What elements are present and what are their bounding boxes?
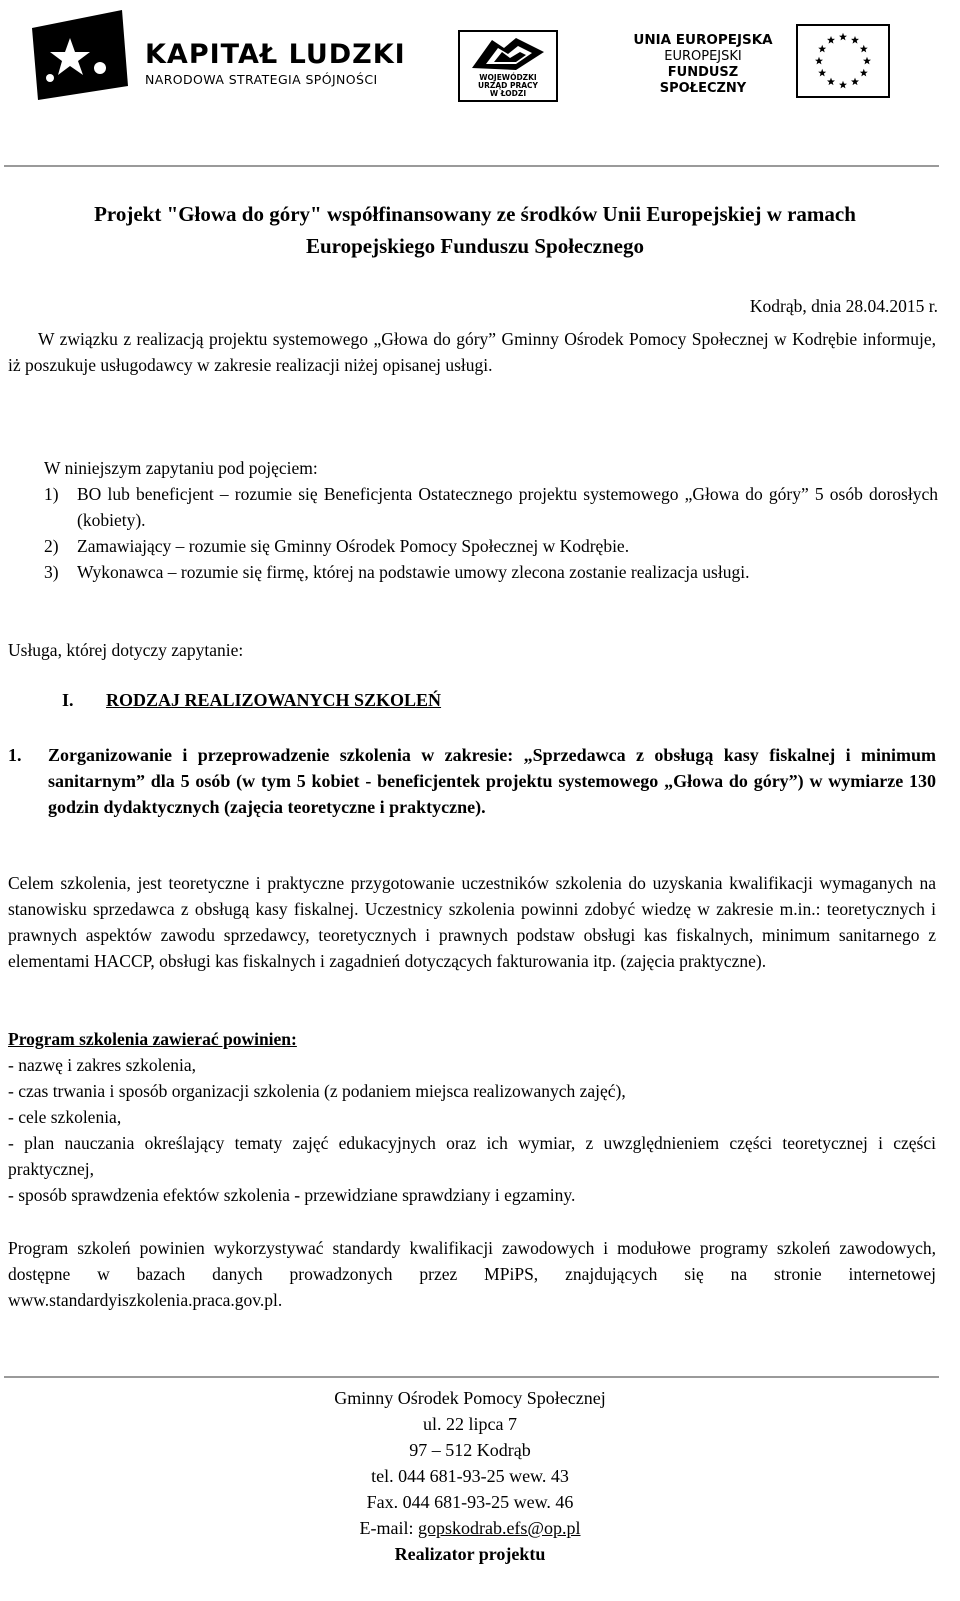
definition-item	[44, 559, 938, 585]
point-number: 1.	[8, 745, 22, 765]
program-item: - nazwę i zakres szkolenia,	[8, 1055, 197, 1075]
ue-text	[628, 32, 778, 97]
footer-fax: Fax. 044 681-93-25 wew. 46	[366, 1492, 574, 1512]
title-line1: Projekt "Głowa do góry" współfinansowany ze środków Unii Europejskiej w ramach	[94, 202, 856, 226]
kl-title: KAPITAŁ LUDZKI	[145, 39, 406, 70]
definition-text: BO lub beneficjent – rozumie się Beneficjenta Ostatecznego projektu systemowego „Głowa do góry” 5 osób dorosłych (kobiety).	[77, 484, 938, 530]
definition-item	[44, 533, 938, 559]
footer-email-label: E-mail:	[359, 1518, 418, 1538]
wup-line3: W ŁODZI	[489, 89, 527, 98]
kl-subtitle: NARODOWA STRATEGIA SPÓJNOŚCI	[145, 72, 378, 87]
definition-number: 3)	[44, 562, 59, 582]
kapital-ludzki-text	[145, 40, 406, 87]
footer-divider	[4, 1376, 939, 1378]
header-divider	[4, 165, 939, 167]
program-item: - cele szkolenia,	[8, 1107, 122, 1127]
service-heading: Usługa, której dotyczy zapytanie:	[8, 640, 244, 660]
kapital-ludzki-logo	[30, 8, 130, 102]
wup-arrow-icon	[468, 34, 548, 74]
eu-star-icon	[860, 45, 868, 53]
document-date: Kodrąb, dnia 28.04.2015 r.	[749, 296, 938, 316]
point-text: Zorganizowanie i przeprowadzenie szkolenia w zakresie: „Sprzedawca z obsługą kasy fiskalnej i minimum sanitarnym” dla 5 osób (w tym 5 kobiet - beneficjentek projektu systemowego „Głowa do góry”) w wymiarze 130 godzin dydaktycznych (zajęcia teoretyczne i praktyczne).	[48, 745, 936, 817]
section-number: I.	[62, 690, 74, 710]
eu-flag-icon	[796, 24, 890, 98]
wup-line2: URZĄD PRACY	[478, 81, 538, 90]
definition-text: Wykonawca – rozumie się firmę, której na podstawie umowy zlecona zostanie realizacja usługi.	[77, 562, 750, 582]
ue-line3: FUNDUSZ SPOŁECZNY	[659, 65, 747, 96]
eu-star-icon	[851, 78, 859, 86]
footer-street: ul. 22 lipca 7	[423, 1414, 517, 1434]
program-item: - sposób sprawdzenia efektów szkolenia - przewidziane sprawdziany i egzaminy.	[8, 1185, 576, 1205]
intro-paragraph: W związku z realizacją projektu systemowego „Głowa do góry” Gminny Ośrodek Pomocy Społecznej w Kodrębie informuje, iż poszukuje usługodawcy w zakresie realizacji niżej opisanej usługi.	[8, 329, 936, 375]
point-1	[8, 742, 936, 820]
eu-star-icon	[851, 36, 859, 44]
footer-email-link[interactable]: gopskodrab.efs@op.pl	[417, 1518, 581, 1538]
program-item: - czas trwania i sposób organizacji szkolenia (z podaniem miejsca realizowanych zajęć),	[8, 1081, 626, 1101]
footer-email-line	[0, 1515, 940, 1541]
eu-star-icon	[860, 69, 868, 77]
eu-star-icon	[839, 33, 847, 41]
definitions-heading: W niniejszym zapytaniu pod pojęciem:	[44, 458, 318, 478]
goal-paragraph: Celem szkolenia, jest teoretyczne i praktyczne przygotowanie uczestników szkolenia do uzyskania kwalifikacji wymaganych na stanowisku sprzedawca z obsługą kasy fiskalnej. Uczestnicy szkolenia powinni zdobyć wiedzę w zakresie m.in.: teoretycznych i prawnych aspektów zawodu sprzedawcy, teoretycznych i prawnych podstaw obsługi kas fiskalnych, minimum sanitarnego z elementami HACCP, obsługi kas fiskalnych i zagadnień dotyczących fakturowania itp. (zajęcia praktyczne).	[8, 873, 936, 971]
logo-header	[0, 0, 960, 110]
footer	[0, 1385, 940, 1567]
definition-number: 2)	[44, 536, 59, 556]
definition-number: 1)	[44, 484, 59, 504]
document-title	[0, 198, 950, 262]
footer-city: 97 – 512 Kodrąb	[409, 1440, 531, 1460]
program-item: - plan nauczania określający tematy zajęć edukacyjnych oraz ich wymiar, z uwzględnieniem części teoretycznej i części praktycznej,	[8, 1133, 936, 1179]
eu-star-icon	[818, 45, 826, 53]
eu-star-icon	[815, 57, 823, 65]
wup-logo	[458, 30, 558, 102]
ue-line2: EUROPEJSKI	[664, 49, 742, 64]
eu-star-icon	[827, 36, 835, 44]
program-section	[8, 1026, 936, 1208]
eu-star-icon	[839, 81, 847, 89]
footer-tel: tel. 044 681-93-25 wew. 43	[371, 1466, 569, 1486]
eu-star-icon	[818, 69, 826, 77]
program-heading: Program szkolenia zawierać powinien:	[8, 1029, 297, 1049]
footer-org: Gminny Ośrodek Pomocy Społecznej	[334, 1388, 606, 1408]
section-title: RODZAJ REALIZOWANYCH SZKOLEŃ	[106, 690, 442, 710]
eu-star-icon	[863, 57, 871, 65]
title-line2: Europejskiego Funduszu Społecznego	[306, 234, 644, 258]
closing-paragraph: Program szkoleń powinien wykorzystywać standardy kwalifikacji zawodowych i modułowe programy szkoleń zawodowych, dostępne w bazach danych prowadzonych przez MPiPS, znajdujących się na stronie internetowej www.standardyiszkolenia.praca.gov.pl.	[8, 1238, 936, 1310]
wup-line1: WOJEWÓDZKI	[479, 73, 537, 82]
eu-star-icon	[827, 78, 835, 86]
definition-text: Zamawiający – rozumie się Gminny Ośrodek Pomocy Społecznej w Kodrębie.	[77, 536, 630, 556]
definition-item	[44, 481, 938, 533]
section-heading	[62, 690, 441, 711]
footer-role: Realizator projektu	[394, 1544, 546, 1564]
ue-line1: UNIA EUROPEJSKA	[633, 32, 773, 48]
